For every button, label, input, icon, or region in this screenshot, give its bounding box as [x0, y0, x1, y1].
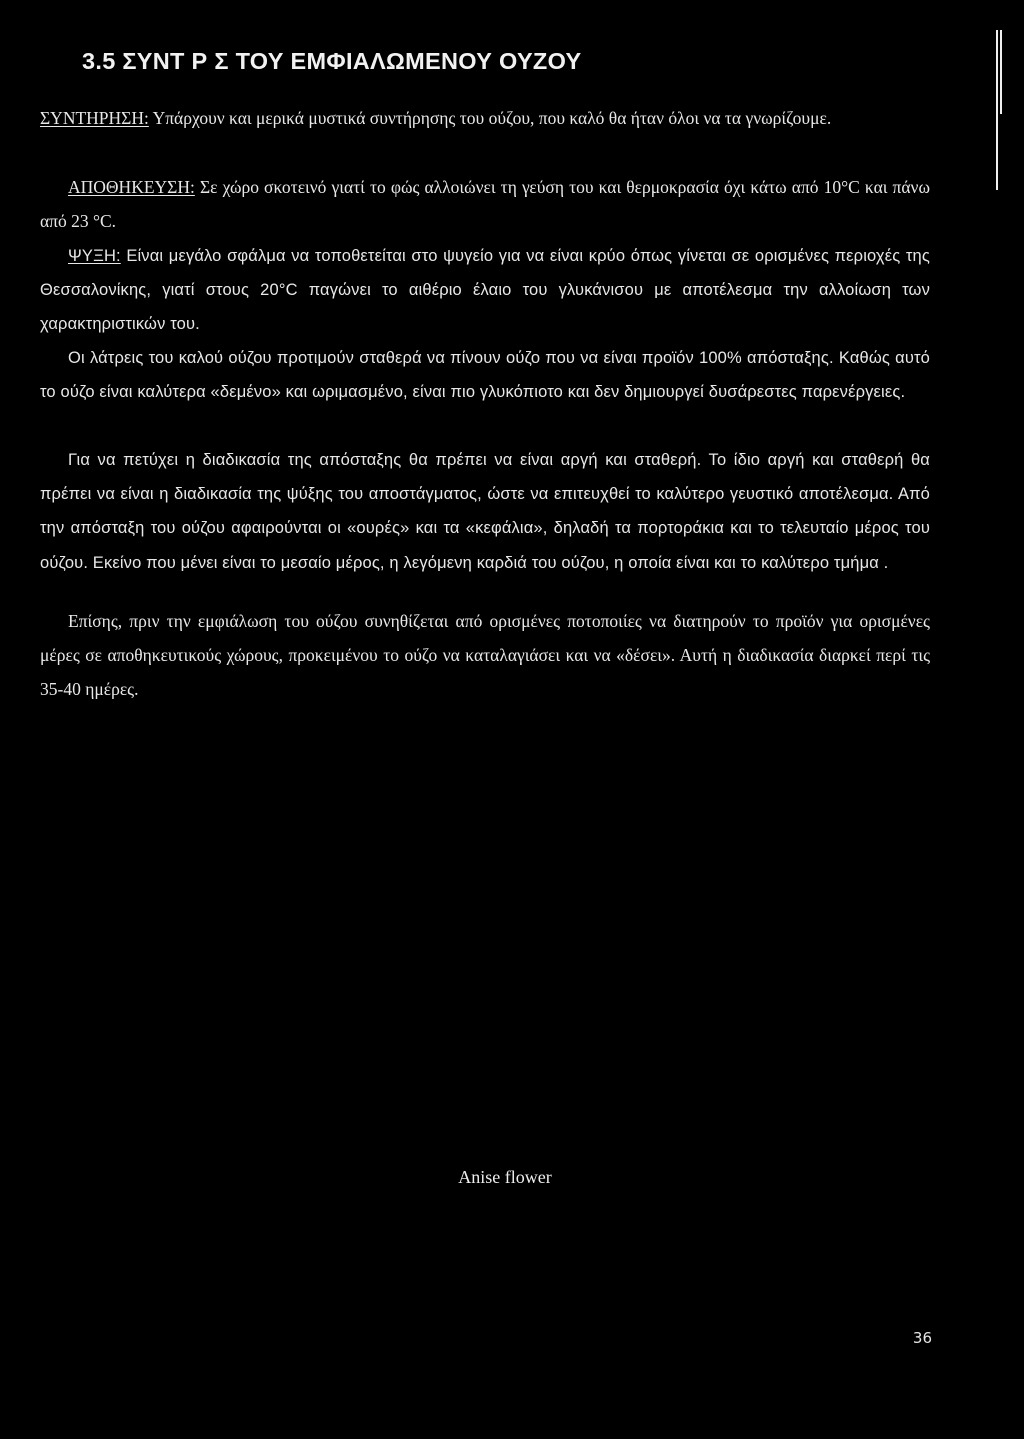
storage-label: ΣΥΝΤΗΡΗΣΗ:: [40, 108, 149, 128]
lovers-paragraph: [40, 341, 930, 409]
cooling-text: Είναι μεγάλο σφάλμα να τοποθετείται στο ψυγείο για να είναι κρύο όπως γίνεται σε ορισμένες περιοχές της Θεσσαλονίκης, γιατί στους 20°C παγώνει το αιθέριο έλαιο του γλυκάνισου με αποτέλεσμα την αλλοίωση των χαρακτηριστικών του.: [40, 247, 930, 334]
cooling-label: ΨΥΞΗ:: [68, 247, 121, 265]
warehouse-text: Σε χώρο σκοτεινό γιατί το φώς αλλοιώνει τη γεύση του και θερμοκρασία όχι κάτω από 10°C και πάνω από 23 °C.: [40, 177, 930, 232]
distillation-text-1: Για να πετύχει η διαδικασία της απόσταξης θα πρέπει να είναι αργή και σταθερή.: [68, 451, 702, 469]
edge-mark-long: [996, 30, 998, 190]
warehouse-label: ΑΠΟΘΗΚΕΥΣΗ:: [68, 177, 195, 197]
figure-caption: Anise flower: [458, 1167, 552, 1187]
distillation-paragraph: [40, 443, 930, 580]
distillation-text-2: Το ίδιο αργή και σταθερή θα πρέπει να είναι η διαδικασία της ψύξης του αποστάγματος, ώστε να επιτευχθεί το καλύτερο γευστικό αποτέλεσμα. Από την απόσταξη του ούζου αφαιρούνται οι «ουρές» και τα «κεφάλια», δηλαδή τα πορτοράκια και το τελευταίο μέρος του ούζου. Εκείνο που μένει είναι το μεσαίο μέρος, η λεγόμενη καρδιά του ούζου, η οποία είναι και το καλύτερο τμήμα .: [40, 451, 930, 572]
edge-mark-short: [1000, 30, 1002, 114]
storage-paragraph: [40, 101, 930, 135]
storage-text: Υπάρχουν και μερικά μυστικά συντήρησης του ούζου, που καλό θα ήταν όλοι να τα γνωρίζουμε.: [148, 108, 832, 128]
bottling-text: Επίσης, πριν την εμφιάλωση του ούζου συνηθίζεται από ορισμένες ποτοποιίες να διατηρούν το προϊόν για ορισμένες μέρες σε αποθηκευτικούς χώρους, προκειμένου το ούζο να καταλαγιάσει και να «δέσει». Αυτή η διαδικασία διαρκεί περί τις 35-40 ημέρες.: [40, 611, 930, 700]
lovers-text-2: Καθώς αυτό το ούζο είναι καλύτερα «δεμένο» και ωριμασμένο, είναι πιο γλυκόπιοτο και δεν δημιουργεί δυσάρεστες παρενέργειες.: [40, 349, 930, 402]
warehouse-paragraph: [40, 170, 930, 238]
page-number: 36: [912, 1329, 932, 1347]
bottling-paragraph: [40, 604, 930, 707]
lovers-text-1: Οι λάτρεις του καλού ούζου προτιμούν σταθερά να πίνουν ούζο που να είναι προϊόν 100% απόσταξης.: [68, 349, 834, 367]
cooling-paragraph: [40, 239, 930, 342]
section-heading: 3.5 ΣΥΝΤ Ρ Σ ΤΟΥ ΕΜΦΙΑΛΩΜΕΝΟΥ ΟΥΖΟΥ: [82, 48, 582, 74]
